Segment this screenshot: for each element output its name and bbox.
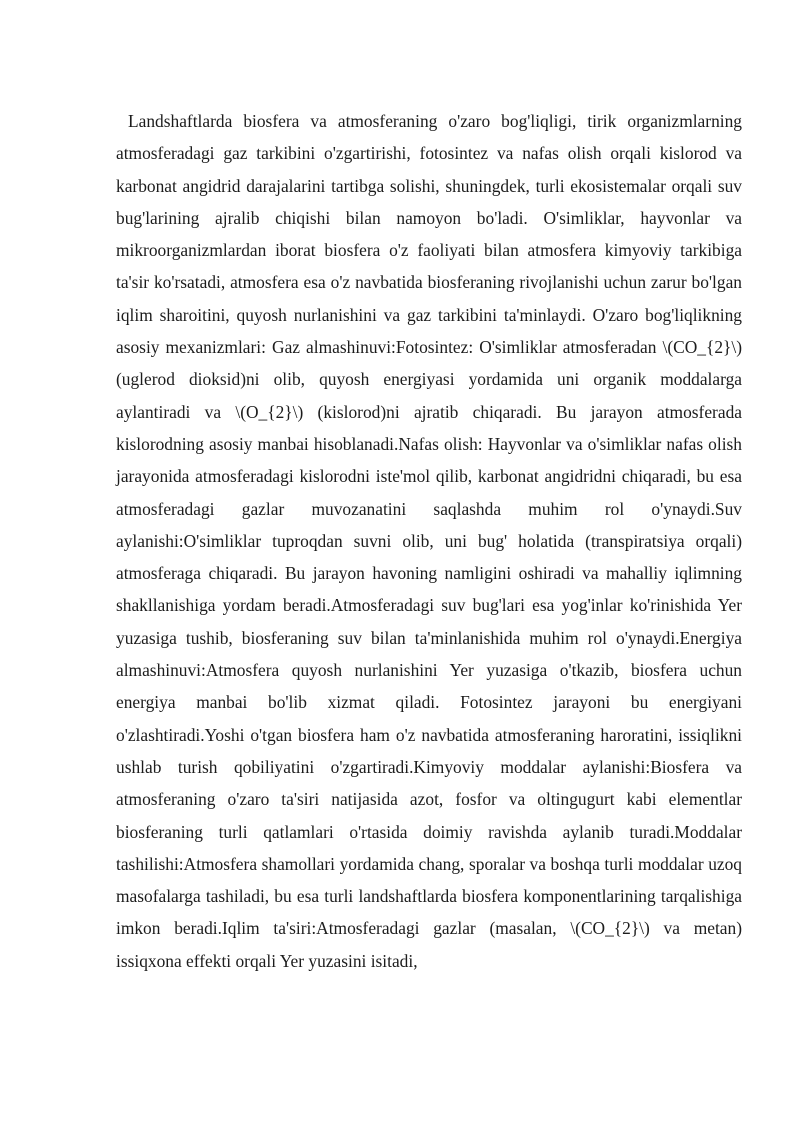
body-paragraph: Landshaftlarda biosfera va atmosferaning o'zaro bog'liqligi, tirik organizmlarning atmosferadagi gaz tarkibini o'zgartirishi, fotosintez va nafas olish orqali kislorod va karbonat angidrid darajalarini tartibga solishi, shuningdek, turli ekosistemalar orqali suv bug'larining ajralib chiqishi bilan namoyon bo'ladi. O'simliklar, hayvonlar va mikroorganizmlardan iborat biosfera o'z faoliyati bilan atmosfera kimyoviy tarkibiga ta'sir ko'rsatadi, atmosfera esa o'z navbatida biosferaning rivojlanishi uchun zarur bo'lgan iqlim sharoitini, quyosh nurlanishini va gaz tarkibini ta'minlaydi. O'zaro bog'liqlikning asosiy mexanizmlari: Gaz almashinuvi:Fotosintez: O'simliklar atmosferadan \(CO_{2}\) (uglerod dioksid)ni olib, quyosh energiyasi yordamida uni organik moddalarga aylantiradi va \(O_{2}\) (kislorod)ni ajratib chiqaradi. Bu jarayon atmosferada kislorodning asosiy manbai hisoblanadi.Nafas olish: Hayvonlar va o'simliklar nafas olish jarayonida atmosferadagi kislorodni iste'mol qilib, karbonat angidridni chiqaradi, bu esa atmosferadagi gazlar muvozanatini saqlashda muhim rol o'ynaydi.Suv aylanishi:O'simliklar tuproqdan suvni olib, uni bug' holatida (transpiratsiya orqali) atmosferaga chiqaradi. Bu jarayon havoning namligini oshiradi va mahalliy iqlimning shakllanishiga yordam beradi.Atmosferadagi suv bug'lari esa yog'inlar ko'rinishida Yer yuzasiga tushib, biosferaning suv bilan ta'minlanishida muhim rol o'ynaydi.Energiya almashinuvi:Atmosfera quyosh nurlanishini Yer yuzasiga o'tkazib, biosfera uchun energiya manbai bo'lib xizmat qiladi. Fotosintez jarayoni bu energiyani o'zlashtiradi.Yoshi o'tgan biosfera ham o'z navbatida atmosferaning haroratini, issiqlikni ushlab turish qobiliyatini o'zgartiradi.Kimyoviy moddalar aylanishi:Biosfera va atmosferaning o'zaro ta'siri natijasida azot, fosfor va oltingugurt kabi elementlar biosferaning turli qatlamlari o'rtasida doimiy ravishda aylanib turadi.Moddalar tashilishi:Atmosfera shamollari yordamida chang, sporalar va boshqa turli moddalar uzoq masofalarga tashiladi, bu esa turli landshaftlarda biosfera komponentlarining tarqalishiga imkon beradi.Iqlim ta'siri:Atmosferadagi gazlar (masalan, \(CO_{2}\) va metan) issiqxona effekti orqali Yer yuzasini isitadi, (116, 111, 742, 971)
